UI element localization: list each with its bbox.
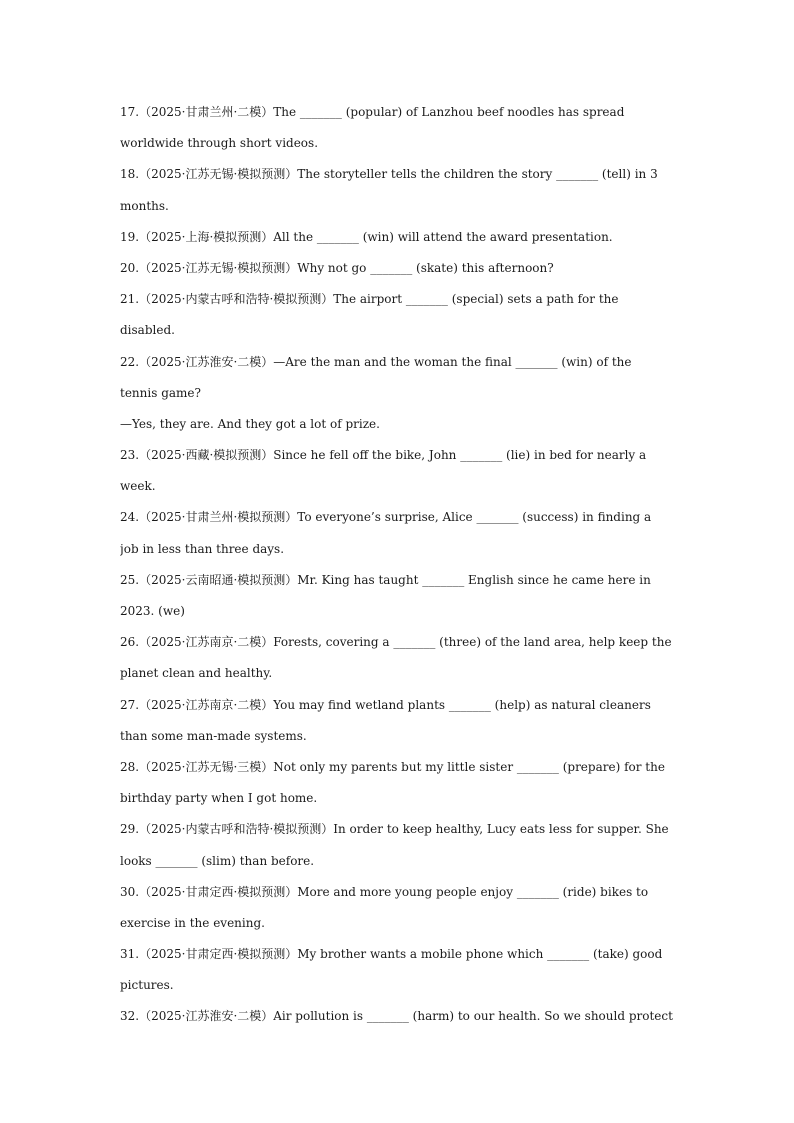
question-24-line-1: 24.（2025·甘肃兰州·模拟预测）To everyone’s surprise, Alice _______ (success) in finding a	[120, 510, 652, 525]
question-22-line-2: tennis game?	[120, 385, 201, 400]
question-22-line-1: 22.（2025·江苏淮安·二模）—Are the man and the woman the final _______ (win) of the	[120, 354, 632, 369]
exercise-page	[120, 97, 680, 1033]
question-22-line-3: —Yes, they are. And they got a lot of prize.	[120, 416, 380, 431]
question-28-line-1: 28.（2025·江苏无锡·三模）Not only my parents but my little sister _______ (prepare) for the	[120, 759, 665, 774]
question-30-line-2: exercise in the evening.	[120, 915, 265, 930]
question-18-line-2: months.	[120, 198, 169, 213]
question-23-line-1: 23.（2025·西藏·模拟预测）Since he fell off the bike, John _______ (lie) in bed for nearly a	[120, 448, 647, 463]
question-27-line-1: 27.（2025·江苏南京·二模）You may find wetland plants _______ (help) as natural cleaners	[120, 697, 651, 712]
question-31-line-2: pictures.	[120, 978, 174, 993]
question-26-line-1: 26.（2025·江苏南京·二模）Forests, covering a _______ (three) of the land area, help keep the	[120, 635, 672, 650]
question-26-line-2: planet clean and healthy.	[120, 666, 273, 681]
question-18-line-1: 18.（2025·江苏无锡·模拟预测）The storyteller tells the children the story _______ (tell) in 3	[120, 167, 658, 182]
question-29-line-1: 29.（2025·内蒙古呼和浩特·模拟预测）In order to keep healthy, Lucy eats less for supper. She	[120, 822, 669, 837]
question-17-line-1: 17.（2025·甘肃兰州·二模）The _______ (popular) of Lanzhou beef noodles has spread	[120, 105, 625, 119]
question-24-line-2: job in less than three days.	[120, 541, 285, 556]
question-17-line-2: worldwide through short videos.	[120, 136, 319, 151]
question-21-line-2: disabled.	[120, 323, 175, 338]
question-27-line-2: than some man-made systems.	[120, 728, 307, 743]
question-32-line-1: 32.（2025·江苏淮安·二模）Air pollution is _______ (harm) to our health. So we should protect	[120, 1009, 673, 1024]
question-28-line-2: birthday party when I got home.	[120, 791, 318, 806]
question-21-line-1: 21.（2025·内蒙古呼和浩特·模拟预测）The airport _______ (special) sets a path for the	[120, 292, 619, 307]
question-23-line-2: week.	[120, 479, 156, 494]
question-30-line-1: 30.（2025·甘肃定西·模拟预测）More and more young people enjoy _______ (ride) bikes to	[120, 884, 649, 899]
question-20-line-1: 20.（2025·江苏无锡·模拟预测）Why not go _______ (skate) this afternoon?	[120, 260, 554, 275]
question-19-line-1: 19.（2025·上海·模拟预测）All the _______ (win) will attend the award presentation.	[120, 229, 613, 244]
question-25-line-2: 2023. (we)	[120, 604, 185, 618]
question-25-line-1: 25.（2025·云南昭通·模拟预测）Mr. King has taught _______ English since he came here in	[120, 572, 651, 587]
question-29-line-2: looks _______ (slim) than before.	[120, 853, 315, 868]
question-31-line-1: 31.（2025·甘肃定西·模拟预测）My brother wants a mobile phone which _______ (take) good	[120, 947, 663, 962]
